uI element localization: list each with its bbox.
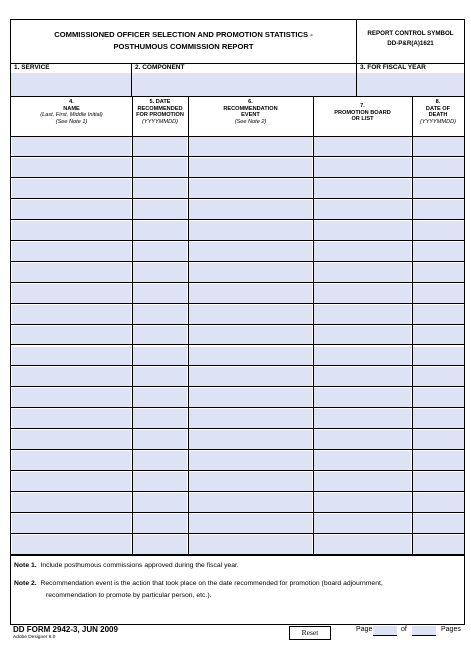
entry-cell[interactable] — [314, 200, 411, 219]
entry-cell[interactable] — [133, 367, 187, 386]
table-row — [11, 346, 464, 367]
service-label: 1. SERVICE — [14, 64, 50, 71]
entry-cell[interactable] — [189, 535, 312, 554]
table-row — [11, 387, 464, 408]
entry-cell[interactable] — [314, 158, 411, 177]
entry-cell[interactable] — [189, 137, 312, 156]
column-header-recommendation-event: 6. RECOMMENDATION EVENT (See Note 2) — [223, 99, 278, 125]
table-row — [11, 136, 464, 157]
report-control-symbol — [356, 20, 464, 63]
table-row — [11, 534, 464, 555]
entry-cell[interactable] — [133, 305, 187, 324]
entry-cell[interactable] — [413, 535, 464, 554]
entry-cell[interactable] — [413, 179, 464, 198]
column-header-date-of-death: 8. DATE OF DEATH (YYYYMMDD) — [419, 99, 457, 125]
entry-cell[interactable] — [413, 284, 464, 303]
table-row — [11, 157, 464, 178]
entry-cell[interactable] — [189, 221, 312, 240]
form-header — [11, 20, 464, 64]
entry-cell[interactable] — [314, 535, 411, 554]
table-row — [11, 220, 464, 241]
entry-cell[interactable] — [314, 179, 411, 198]
form-title — [11, 29, 356, 53]
entry-cell[interactable] — [133, 535, 187, 554]
entry-cell[interactable] — [413, 493, 464, 512]
entry-cell[interactable] — [189, 284, 312, 303]
entry-cell[interactable] — [413, 137, 464, 156]
column-divider — [132, 96, 133, 555]
entry-cell[interactable] — [12, 263, 131, 282]
table-row — [11, 366, 464, 387]
column-divider — [412, 96, 413, 555]
entry-cell[interactable] — [314, 409, 411, 428]
entry-cell[interactable] — [189, 158, 312, 177]
entry-cell[interactable] — [133, 347, 187, 366]
page-label: Page — [356, 626, 373, 633]
identification-row — [11, 63, 464, 97]
entry-cell[interactable] — [189, 179, 312, 198]
entry-cell[interactable] — [413, 158, 464, 177]
entry-cell[interactable] — [189, 326, 312, 345]
entry-cell[interactable] — [189, 514, 312, 533]
entry-cell[interactable] — [314, 388, 411, 407]
entry-cell[interactable] — [189, 493, 312, 512]
column-header-date-recommended: 5. DATE RECOMMENDED FOR PROMOTION (YYYYMMDD) — [136, 99, 184, 125]
entry-cell[interactable] — [189, 200, 312, 219]
entry-cell[interactable] — [413, 430, 464, 449]
entry-cell[interactable] — [133, 493, 187, 512]
of-label: of — [401, 626, 407, 633]
entry-cell[interactable] — [314, 493, 411, 512]
note-2-continued: recommendation to promote by particular person, etc.). — [46, 592, 212, 599]
entry-cell[interactable] — [413, 367, 464, 386]
entry-cell[interactable] — [189, 472, 312, 491]
entry-cell[interactable] — [133, 409, 187, 428]
column-divider — [313, 96, 314, 555]
entry-cell[interactable] — [12, 409, 131, 428]
entry-cell[interactable] — [133, 137, 187, 156]
table-row — [11, 178, 464, 199]
table-row — [11, 325, 464, 346]
entry-cell[interactable] — [12, 221, 131, 240]
entry-cell[interactable] — [413, 409, 464, 428]
entry-cell[interactable] — [12, 535, 131, 554]
rcs-label: REPORT CONTROL SYMBOL — [367, 30, 454, 37]
entry-cell[interactable] — [413, 514, 464, 533]
entry-cell[interactable] — [314, 221, 411, 240]
entry-cell[interactable] — [413, 326, 464, 345]
column-divider — [188, 96, 189, 555]
entry-cell[interactable] — [12, 493, 131, 512]
entry-cell[interactable] — [314, 284, 411, 303]
entry-cell[interactable] — [189, 430, 312, 449]
entry-cell[interactable] — [413, 242, 464, 261]
entry-cell[interactable] — [314, 137, 411, 156]
table-row — [11, 283, 464, 304]
entry-cell[interactable] — [12, 158, 131, 177]
entry-cell[interactable] — [133, 514, 187, 533]
column-header-promotion-board: 7. PROMOTION BOARD OR LIST — [334, 103, 391, 123]
entry-cell[interactable] — [189, 409, 312, 428]
table-row — [11, 408, 464, 429]
entry-cell[interactable] — [314, 472, 411, 491]
designer-version: Adobe Designer 8.0 — [13, 635, 56, 640]
entry-cell[interactable] — [133, 472, 187, 491]
entry-cell[interactable] — [12, 388, 131, 407]
entry-cell[interactable] — [413, 305, 464, 324]
entry-cell[interactable] — [189, 367, 312, 386]
form-identifier: DD FORM 2942-3, JUN 2009 — [13, 625, 118, 634]
entry-cell[interactable] — [314, 451, 411, 470]
entry-cell[interactable] — [413, 388, 464, 407]
entry-cell[interactable] — [189, 242, 312, 261]
entry-cell[interactable] — [413, 451, 464, 470]
entry-cell[interactable] — [12, 242, 131, 261]
entry-cell[interactable] — [12, 305, 131, 324]
table-row — [11, 429, 464, 450]
entry-cell[interactable] — [413, 263, 464, 282]
entry-cell[interactable] — [12, 451, 131, 470]
component-label: 2. COMPONENT — [135, 64, 185, 71]
entry-cell[interactable] — [133, 326, 187, 345]
entry-cell[interactable] — [12, 137, 131, 156]
table-row — [11, 471, 464, 492]
rcs-value: DD-P&R(A)1621 — [387, 40, 434, 47]
entry-cell[interactable] — [189, 347, 312, 366]
entry-cell[interactable] — [189, 305, 312, 324]
entry-cell[interactable] — [12, 200, 131, 219]
entry-cell[interactable] — [189, 388, 312, 407]
table-row — [11, 304, 464, 325]
table-row — [11, 450, 464, 471]
table-row — [11, 262, 464, 283]
entry-cell[interactable] — [314, 367, 411, 386]
entry-table-body — [11, 136, 464, 555]
notes-section — [11, 555, 464, 625]
fiscal-year-label: 3. FOR FISCAL YEAR — [360, 64, 426, 71]
entry-cell[interactable] — [189, 263, 312, 282]
entry-cell[interactable] — [314, 514, 411, 533]
entry-cell[interactable] — [314, 242, 411, 261]
entry-cell[interactable] — [133, 179, 187, 198]
entry-cell[interactable] — [12, 430, 131, 449]
entry-cell[interactable] — [314, 347, 411, 366]
pages-label: Pages — [441, 626, 461, 633]
entry-cell[interactable] — [12, 284, 131, 303]
entry-cell[interactable] — [12, 179, 131, 198]
note-1: Note 1. Include posthumous commissions approved during the fiscal year. — [14, 562, 239, 569]
entry-cell[interactable] — [133, 242, 187, 261]
entry-cell[interactable] — [314, 326, 411, 345]
column-header-name: 4. NAME (Last, First, Middle Initial) (See Note 1) — [40, 99, 103, 125]
table-row — [11, 199, 464, 220]
entry-cell[interactable] — [413, 221, 464, 240]
entry-cell[interactable] — [12, 472, 131, 491]
entry-cell[interactable] — [133, 451, 187, 470]
entry-cell[interactable] — [314, 263, 411, 282]
entry-cell[interactable] — [133, 284, 187, 303]
entry-cell[interactable] — [133, 388, 187, 407]
table-row — [11, 513, 464, 534]
reset-button[interactable]: Reset — [289, 626, 331, 640]
entry-cell[interactable] — [12, 367, 131, 386]
entry-cell[interactable] — [314, 305, 411, 324]
entry-cell[interactable] — [133, 221, 187, 240]
note-2: Note 2. Recommendation event is the action that took place on the date recommended for promotion (board adjournment, — [14, 580, 383, 587]
entry-cell[interactable] — [12, 347, 131, 366]
page-total-field[interactable] — [412, 626, 436, 636]
component-field[interactable] — [132, 63, 357, 96]
entry-cell[interactable] — [12, 326, 131, 345]
entry-cell[interactable] — [314, 430, 411, 449]
entry-cell[interactable] — [133, 158, 187, 177]
table-row — [11, 492, 464, 513]
entry-cell[interactable] — [413, 472, 464, 491]
table-row — [11, 241, 464, 262]
page-number-field[interactable] — [373, 626, 397, 636]
entry-cell[interactable] — [133, 263, 187, 282]
form-frame — [10, 19, 465, 625]
fiscal-year-field[interactable] — [357, 63, 464, 96]
entry-cell[interactable] — [133, 200, 187, 219]
form-title-line2: POSTHUMOUS COMMISSION REPORT — [113, 42, 254, 51]
entry-cell[interactable] — [413, 200, 464, 219]
entry-cell[interactable] — [189, 451, 312, 470]
form-title-line1: COMMISSIONED OFFICER SELECTION AND PROMOTION STATISTICS - — [54, 30, 313, 39]
column-header-row — [11, 96, 464, 137]
entry-cell[interactable] — [413, 347, 464, 366]
entry-cell[interactable] — [12, 514, 131, 533]
service-field[interactable] — [11, 63, 132, 96]
entry-cell[interactable] — [133, 430, 187, 449]
